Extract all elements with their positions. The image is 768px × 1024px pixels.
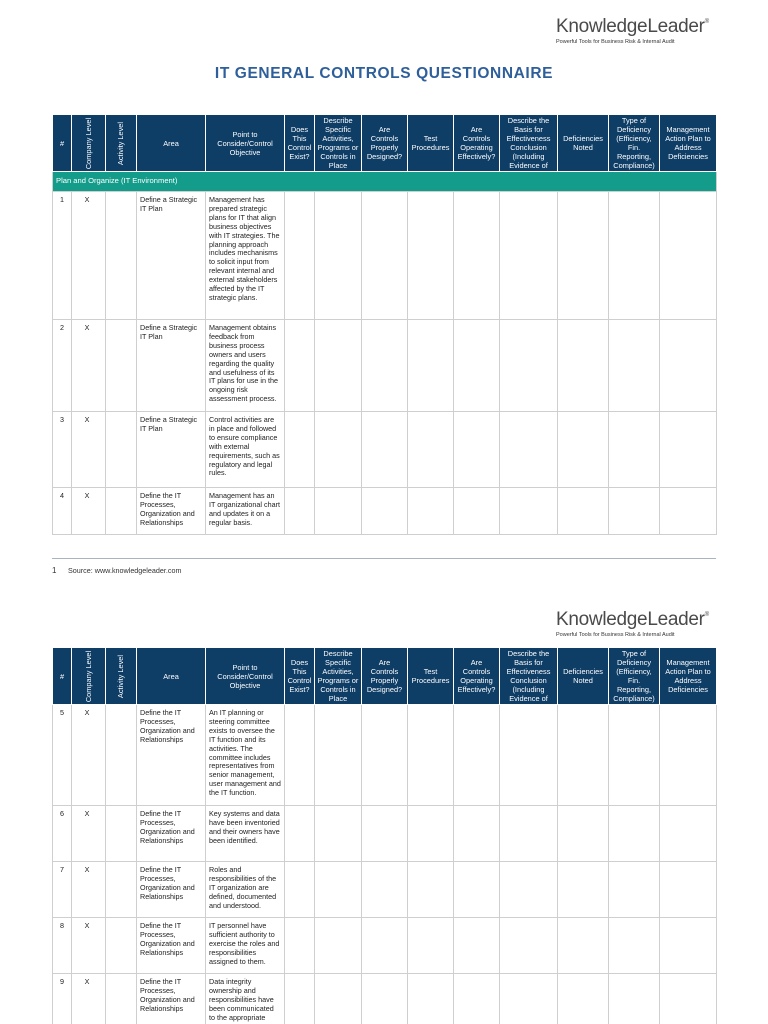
empty-cell [660,862,717,918]
area-cell: Define the IT Processes, Organization and Relationships [137,705,206,806]
company-level-mark: X [72,974,106,1024]
row-number: 9 [53,974,72,1024]
activity-level-cell [106,862,137,918]
col-header-operating-effectively: Are Controls Operating Effectively? [454,648,500,705]
empty-cell [315,192,362,320]
col-header-control-exists: Does This Control Exist? [285,648,315,705]
footnote-text: Source: www.knowledgeleader.com [68,566,182,575]
activity-level-cell [106,320,137,412]
col-header-company-level: Company Level [72,115,106,172]
footnote [52,566,181,575]
empty-cell [408,488,454,535]
page-title: IT GENERAL CONTROLS QUESTIONNAIRE [214,65,554,82]
objective-cell: An IT planning or steering committee exists to oversee the IT function and its activities. The committee includes representatives from senior management, user management and the IT function. [206,705,285,806]
empty-cell [500,918,558,974]
area-cell: Define a Strategic IT Plan [137,412,206,488]
logo-wordmark: KnowledgeLeader [556,16,705,37]
area-cell: Define the IT Processes, Organization and Relationships [137,974,206,1024]
col-header-deficiency-type: Type of Deficiency (Efficiency, Fin. Reporting, Compliance) [609,115,660,172]
company-level-mark: X [72,862,106,918]
col-header-activity-level: Activity Level [106,648,137,705]
activity-level-cell [106,192,137,320]
empty-cell [315,862,362,918]
activity-level-cell [106,705,137,806]
empty-cell [500,862,558,918]
company-level-mark: X [72,488,106,535]
col-header-operating-effectively: Are Controls Operating Effectively? [454,115,500,172]
empty-cell [285,192,315,320]
empty-cell [558,705,609,806]
company-level-mark: X [72,320,106,412]
objective-cell: Roles and responsibilities of the IT organization are defined, documented and understood. [206,862,285,918]
objective-cell: IT personnel have sufficient authority to exercise the roles and responsibilities assigned to them. [206,918,285,974]
empty-cell [362,488,408,535]
footnote-mark: 1 [52,566,57,575]
empty-cell [609,705,660,806]
empty-cell [285,412,315,488]
empty-cell [500,974,558,1024]
empty-cell [362,974,408,1024]
area-cell: Define a Strategic IT Plan [137,320,206,412]
area-cell: Define a Strategic IT Plan [137,192,206,320]
objective-cell: Management obtains feedback from business process owners and users regarding the quality and usefulness of its IT plans for use in the ongoing risk assessment process. [206,320,285,412]
empty-cell [362,320,408,412]
empty-cell [285,320,315,412]
empty-cell [408,918,454,974]
table-row [53,862,717,918]
row-number: 1 [53,192,72,320]
row-number: 3 [53,412,72,488]
logo-trademark: ® [704,19,709,25]
empty-cell [285,918,315,974]
col-header-effectiveness-basis: Describe the Basis for Effectiveness Conclusion (Including Evidence of [500,648,558,705]
company-level-mark: X [72,192,106,320]
objective-cell: Control activities are in place and followed to ensure compliance with external requirements, such as regulatory and legal rules. [206,412,285,488]
objective-cell: Key systems and data have been inventoried and their owners have been identified. [206,806,285,862]
empty-cell [660,806,717,862]
empty-cell [315,806,362,862]
row-number: 5 [53,705,72,806]
empty-cell [609,488,660,535]
col-header-objective: Point to Consider/Control Objective [206,115,285,172]
empty-cell [408,192,454,320]
row-number: 8 [53,918,72,974]
empty-cell [454,705,500,806]
empty-cell [362,412,408,488]
empty-cell [454,412,500,488]
empty-cell [660,705,717,806]
empty-cell [609,192,660,320]
col-header-number: # [53,648,72,705]
empty-cell [362,192,408,320]
empty-cell [285,488,315,535]
empty-cell [660,320,717,412]
col-header-company-level: Company Level [72,648,106,705]
area-cell: Define the IT Processes, Organization and Relationships [137,862,206,918]
empty-cell [609,918,660,974]
activity-level-cell [106,918,137,974]
col-header-properly-designed: Are Controls Properly Designed? [362,115,408,172]
col-header-activities: Describe Specific Activities, Programs or Controls in Place [315,115,362,172]
table-row [53,806,717,862]
empty-cell [500,806,558,862]
empty-cell [660,974,717,1024]
empty-cell [454,918,500,974]
table-row [53,488,717,535]
empty-cell [660,918,717,974]
empty-cell [285,705,315,806]
empty-cell [558,320,609,412]
empty-cell [315,974,362,1024]
company-level-mark: X [72,705,106,806]
col-header-deficiencies: Deficiencies Noted [558,115,609,172]
knowledgeleader-logo [556,16,716,45]
table-header-row [53,115,717,172]
activity-level-cell [106,412,137,488]
col-header-activity-level: Activity Level [106,115,137,172]
col-header-deficiencies: Deficiencies Noted [558,648,609,705]
footnote-divider [52,558,716,559]
activity-level-cell [106,974,137,1024]
col-header-test-procedures: Test Procedures [408,115,454,172]
empty-cell [315,320,362,412]
empty-cell [660,488,717,535]
empty-cell [408,974,454,1024]
empty-cell [500,320,558,412]
empty-cell [362,862,408,918]
area-cell: Define the IT Processes, Organization and Relationships [137,806,206,862]
empty-cell [500,488,558,535]
empty-cell [558,974,609,1024]
logo-tagline: Powerful Tools for Business Risk & Internal Audit [556,632,675,638]
empty-cell [362,705,408,806]
area-cell: Define the IT Processes, Organization and Relationships [137,918,206,974]
empty-cell [408,806,454,862]
empty-cell [500,705,558,806]
empty-cell [454,974,500,1024]
empty-cell [609,320,660,412]
empty-cell [315,705,362,806]
table-row [53,320,717,412]
table-header-row [53,648,717,705]
col-header-control-exists: Does This Control Exist? [285,115,315,172]
row-number: 4 [53,488,72,535]
logo-tagline: Powerful Tools for Business Risk & Internal Audit [556,39,675,45]
row-number: 6 [53,806,72,862]
empty-cell [454,192,500,320]
empty-cell [609,806,660,862]
empty-cell [315,918,362,974]
col-header-properly-designed: Are Controls Properly Designed? [362,648,408,705]
company-level-mark: X [72,806,106,862]
empty-cell [660,192,717,320]
empty-cell [362,806,408,862]
empty-cell [362,918,408,974]
logo-wordmark: KnowledgeLeader [556,609,705,630]
table-row [53,192,717,320]
empty-cell [408,412,454,488]
empty-cell [660,412,717,488]
empty-cell [558,412,609,488]
objective-cell: Data integrity ownership and responsibilities have been communicated to the appropriate [206,974,285,1024]
controls-table-page-2 [52,647,717,1024]
empty-cell [408,320,454,412]
empty-cell [609,412,660,488]
col-header-number: # [53,115,72,172]
empty-cell [285,806,315,862]
objective-cell: Management has prepared strategic plans for IT that align business objectives with IT strategies. The planning approach includes mechanisms to solicit input from relevant internal and external stakeholders affected by the IT strategic plans. [206,192,285,320]
section-label: Plan and Organize (IT Environment) [53,172,717,192]
empty-cell [558,806,609,862]
col-header-test-procedures: Test Procedures [408,648,454,705]
empty-cell [408,705,454,806]
empty-cell [408,862,454,918]
empty-cell [500,192,558,320]
col-header-action-plan: Management Action Plan to Address Deficiencies [660,115,717,172]
col-header-objective: Point to Consider/Control Objective [206,648,285,705]
table-row [53,918,717,974]
empty-cell [558,488,609,535]
controls-table-page-1 [52,114,717,535]
col-header-action-plan: Management Action Plan to Address Deficiencies [660,648,717,705]
col-header-area: Area [137,115,206,172]
activity-level-cell [106,806,137,862]
empty-cell [454,488,500,535]
objective-cell: Management has an IT organizational chart and updates it on a regular basis. [206,488,285,535]
row-number: 2 [53,320,72,412]
col-header-area: Area [137,648,206,705]
empty-cell [285,862,315,918]
table-row [53,974,717,1024]
empty-cell [454,320,500,412]
area-cell: Define the IT Processes, Organization and Relationships [137,488,206,535]
knowledgeleader-logo [556,609,716,638]
empty-cell [558,918,609,974]
col-header-effectiveness-basis: Describe the Basis for Effectiveness Conclusion (Including Evidence of [500,115,558,172]
empty-cell [315,488,362,535]
row-number: 7 [53,862,72,918]
activity-level-cell [106,488,137,535]
empty-cell [315,412,362,488]
section-row [53,172,717,192]
empty-cell [558,192,609,320]
empty-cell [609,862,660,918]
empty-cell [454,806,500,862]
company-level-mark: X [72,412,106,488]
empty-cell [609,974,660,1024]
col-header-activities: Describe Specific Activities, Programs or Controls in Place [315,648,362,705]
empty-cell [454,862,500,918]
table-row [53,412,717,488]
empty-cell [500,412,558,488]
col-header-deficiency-type: Type of Deficiency (Efficiency, Fin. Reporting, Compliance) [609,648,660,705]
empty-cell [285,974,315,1024]
logo-trademark: ® [704,612,709,618]
table-row [53,705,717,806]
empty-cell [558,862,609,918]
company-level-mark: X [72,918,106,974]
